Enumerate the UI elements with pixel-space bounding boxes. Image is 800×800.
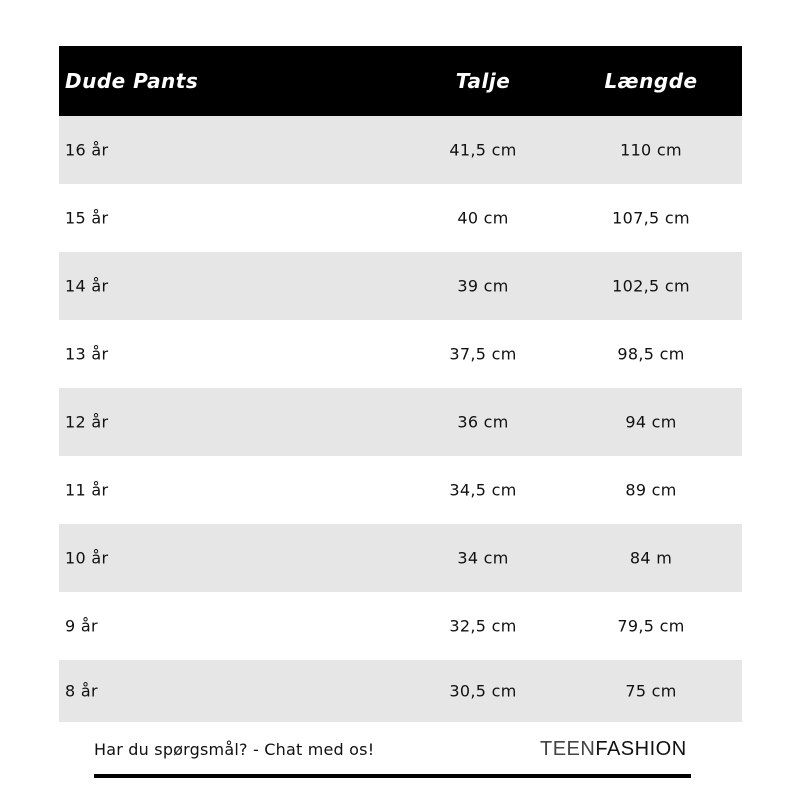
- age-cell: 15 år: [65, 208, 109, 228]
- footer-divider: [94, 774, 691, 778]
- table-row: [59, 524, 742, 592]
- length-cell: 107,5 cm: [612, 208, 690, 228]
- waist-cell: 41,5 cm: [449, 140, 517, 160]
- age-cell: 8 år: [65, 681, 98, 701]
- waist-cell: 34,5 cm: [449, 480, 517, 500]
- footer: [94, 728, 691, 778]
- logo-fashion: FASHION: [595, 738, 687, 760]
- logo-teen: TEEN: [540, 738, 596, 760]
- size-chart-table: [59, 46, 742, 722]
- table-row: [59, 184, 742, 252]
- length-cell: 89 cm: [625, 480, 677, 500]
- age-cell: 10 år: [65, 548, 109, 568]
- waist-cell: 37,5 cm: [449, 344, 517, 364]
- teenfashion-logo: [540, 738, 687, 761]
- waist-cell: 32,5 cm: [449, 616, 517, 636]
- length-cell: 84 m: [629, 548, 673, 568]
- length-cell: 79,5 cm: [617, 616, 685, 636]
- table-header-row: [59, 46, 742, 116]
- length-cell: 98,5 cm: [617, 344, 685, 364]
- table-row: [59, 116, 742, 184]
- age-cell: 14 år: [65, 276, 109, 296]
- waist-cell: 39 cm: [457, 276, 509, 296]
- table-row: [59, 456, 742, 524]
- age-cell: 16 år: [65, 140, 109, 160]
- length-cell: 102,5 cm: [612, 276, 690, 296]
- age-cell: 11 år: [65, 480, 109, 500]
- header-waist-label: Talje: [455, 69, 511, 93]
- table-row: [59, 252, 742, 320]
- header-length-label: Længde: [604, 69, 698, 93]
- chat-prompt-text: Har du spørgsmål? - Chat med os!: [94, 740, 375, 759]
- table-row: [59, 660, 742, 722]
- waist-cell: 36 cm: [457, 412, 509, 432]
- table-row: [59, 320, 742, 388]
- waist-cell: 40 cm: [457, 208, 509, 228]
- table-row: [59, 388, 742, 456]
- age-cell: 13 år: [65, 344, 109, 364]
- header-product-name: Dude Pants: [65, 69, 199, 93]
- length-cell: 110 cm: [620, 140, 682, 160]
- age-cell: 12 år: [65, 412, 109, 432]
- length-cell: 94 cm: [625, 412, 677, 432]
- waist-cell: 34 cm: [457, 548, 509, 568]
- length-cell: 75 cm: [625, 681, 677, 701]
- age-cell: 9 år: [65, 616, 98, 636]
- waist-cell: 30,5 cm: [449, 681, 517, 701]
- table-row: [59, 592, 742, 660]
